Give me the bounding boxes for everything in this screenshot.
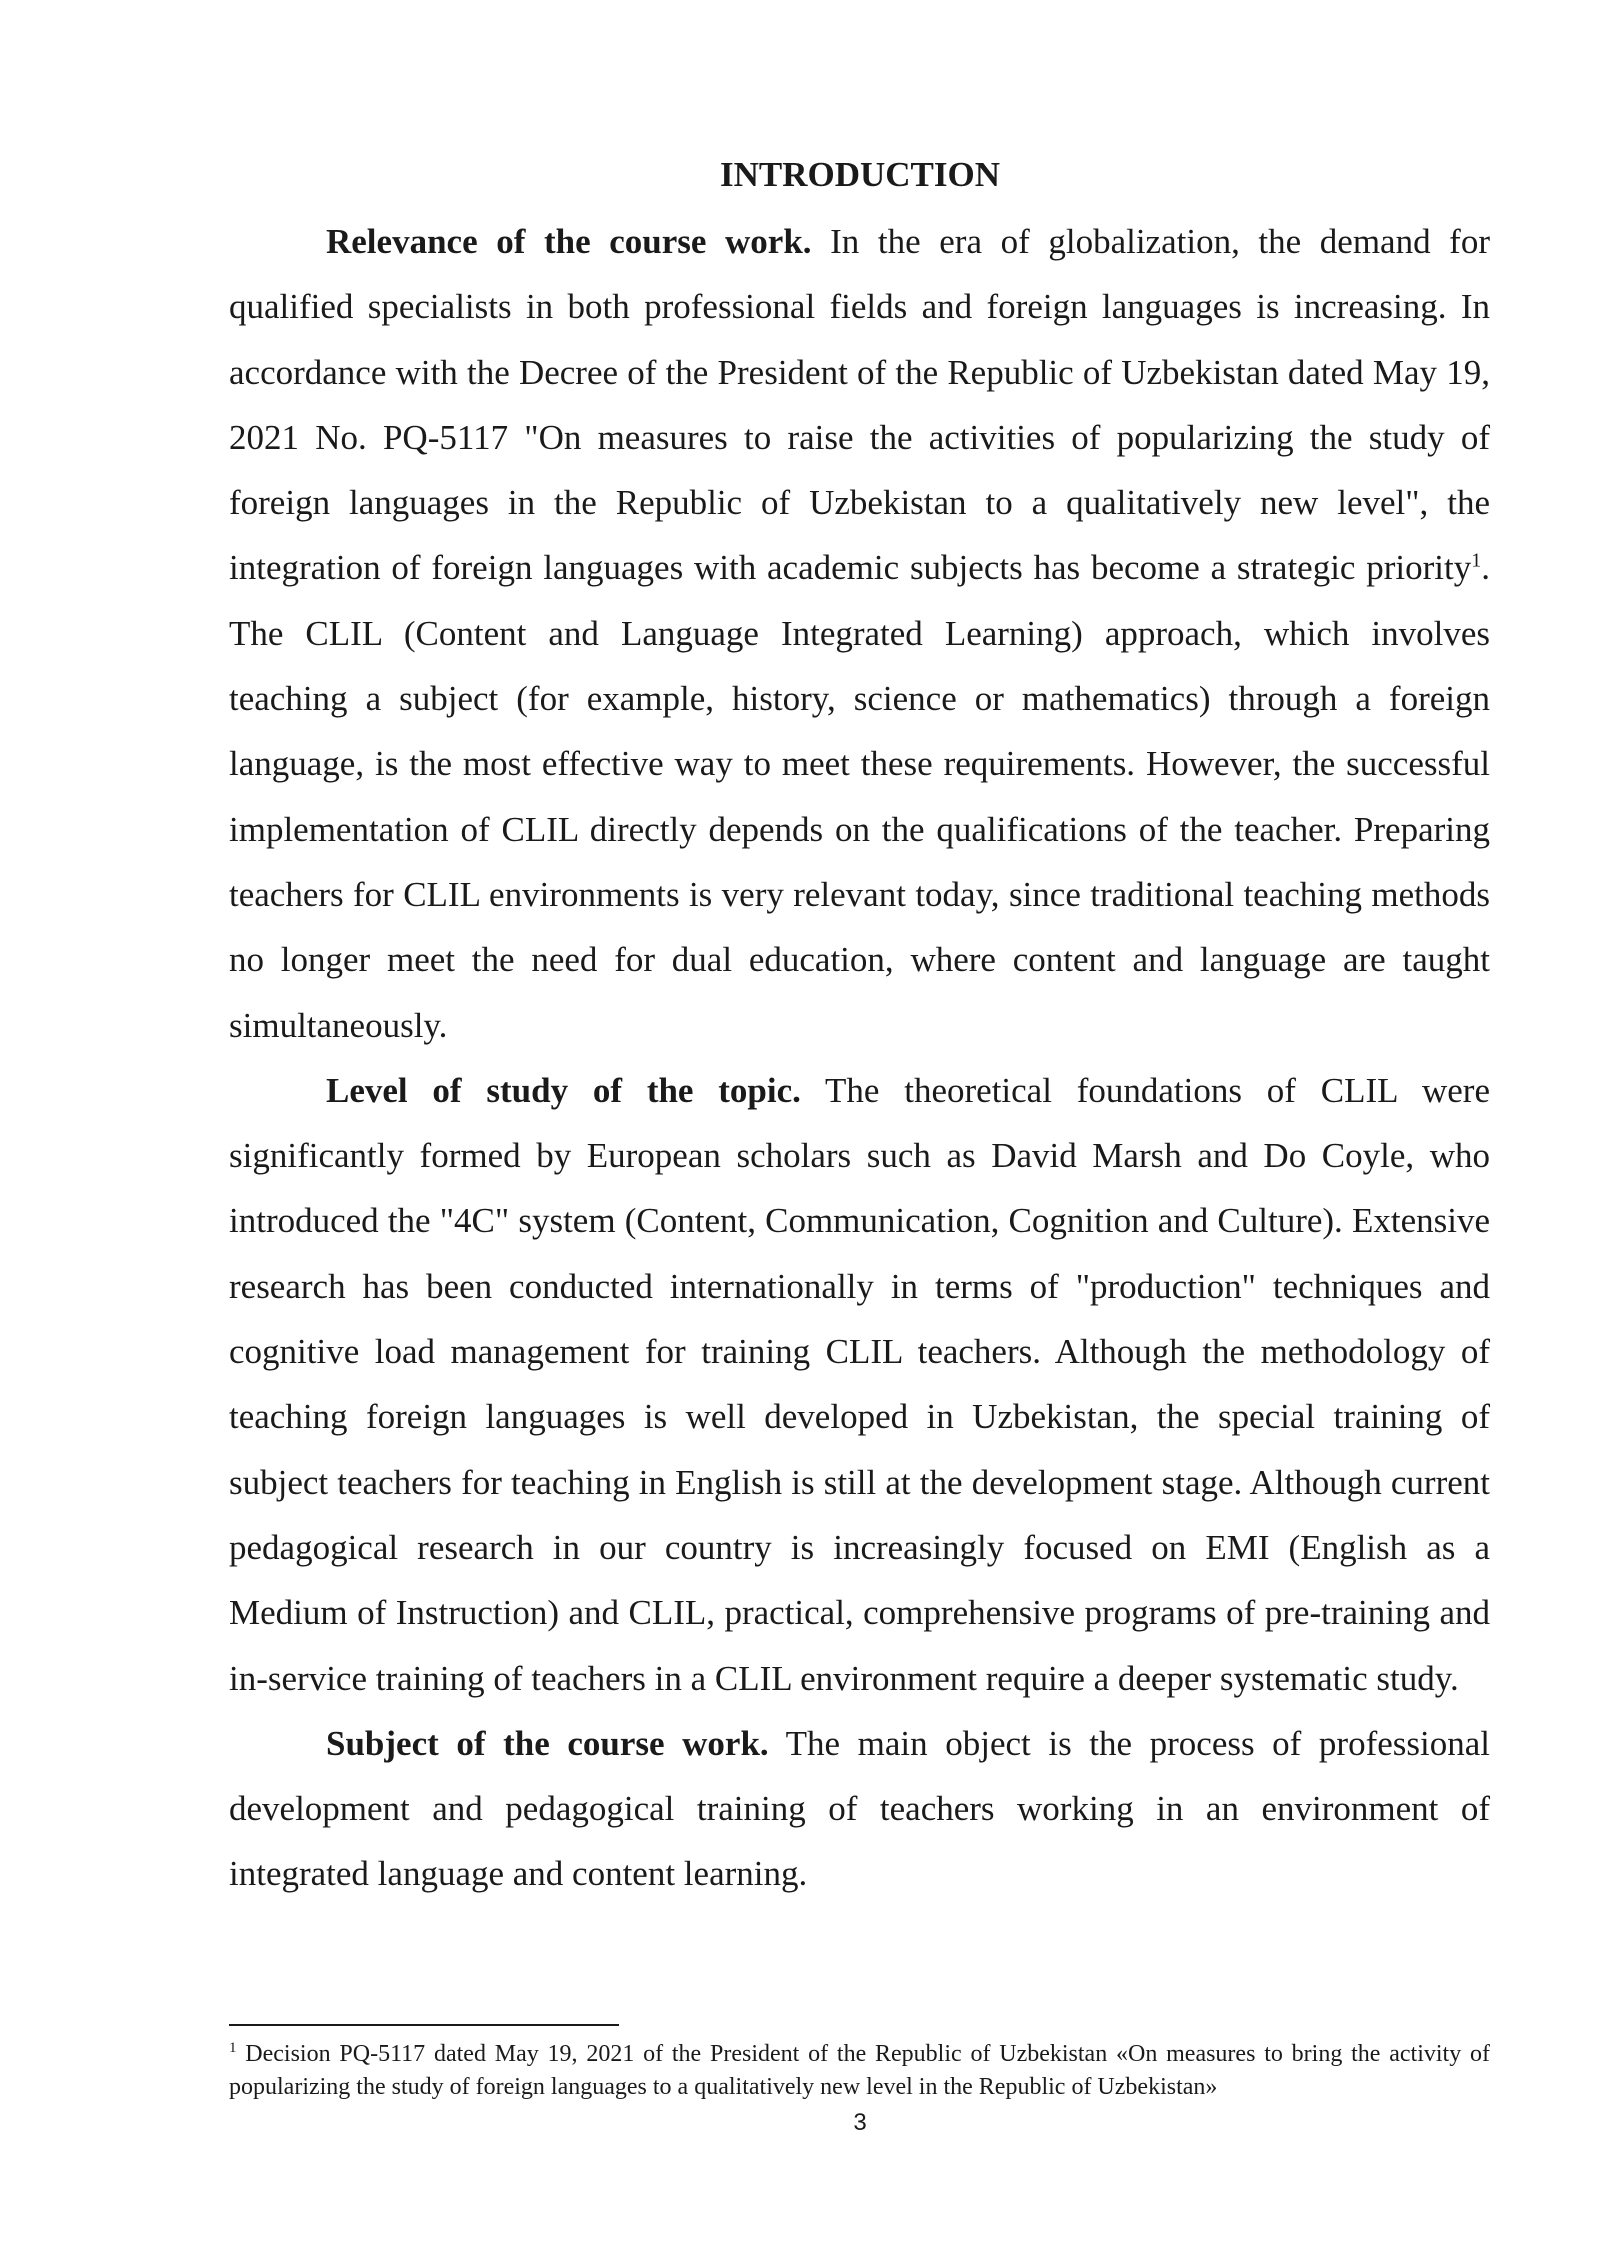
paragraph-text: In the era of globalization, the demand for qualified specialists in both professional fields and foreign languages is increasing. In accordance with the Decree of the President of the Republic of Uzbekistan dated May 19, 2021 No. PQ-5117 "On measures to raise the activities of popularizing the study of foreign languages in the Republic of Uzbekistan to a qualitatively new level", the integration of foreign languages with academic subjects has become a strategic priority [229, 222, 1490, 588]
page-title: INTRODUCTION [719, 155, 1001, 194]
footnote-reference[interactable]: 1 [1471, 549, 1482, 572]
page-number: 3 [853, 2109, 867, 2136]
paragraph-relevance [229, 209, 1490, 1058]
paragraph-subject [229, 1711, 1490, 1907]
paragraph-lead: Subject of the course work. [326, 1723, 769, 1763]
body-text [229, 209, 1490, 1907]
paragraph-lead: Relevance of the course work. [326, 222, 812, 261]
footnote [229, 2038, 1490, 2104]
paragraph-text: The theoretical foundations of CLIL were significantly formed by European scholars such as David Marsh and Do Coyle, who introduced the "4C" system (Content, Communication, Cognition and Culture). Extensive research has been conducted internationally in terms of "production" techniques and cognitive load management for training CLIL teachers. Although the methodology of teaching foreign languages is well developed in Uzbekistan, the special training of subject teachers for teaching in English is still at the development stage. Although current pedagogical research in our country is increasingly focused on EMI (English as a Medium of Instruction) and CLIL, practical, comprehensive programs of pre-training and in-service training of teachers in a CLIL environment require a deeper systematic study. [229, 1070, 1490, 1698]
paragraph-text: . The CLIL (Content and Language Integrated Learning) approach, which involves teaching a subject (for example, history, science or mathematics) through a foreign language, is the most effective way to meet these requirements. However, the successful implementation of CLIL directly depends on the qualifications of the teacher. Preparing teachers for CLIL environments is very relevant today, since traditional teaching methods no longer meet the need for dual education, where content and language are taught simultaneously. [229, 548, 1490, 1045]
footnote-divider [229, 2024, 619, 2026]
footnote-text: Decision PQ-5117 dated May 19, 2021 of the President of the Republic of Uzbekistan «On measures to bring the activity of popularizing the study of foreign languages to a qualitatively new level in the Republic of Uzbekistan» [229, 2041, 1490, 2100]
paragraph-lead: Level of study of the topic. [326, 1070, 801, 1110]
paragraph-text: The main object is the process of professional development and pedagogical training of teachers working in an environment of integrated language and content learning. [229, 1723, 1491, 1894]
footnote-mark: 1 [229, 2040, 237, 2056]
paragraph-level-of-study [229, 1058, 1490, 1711]
